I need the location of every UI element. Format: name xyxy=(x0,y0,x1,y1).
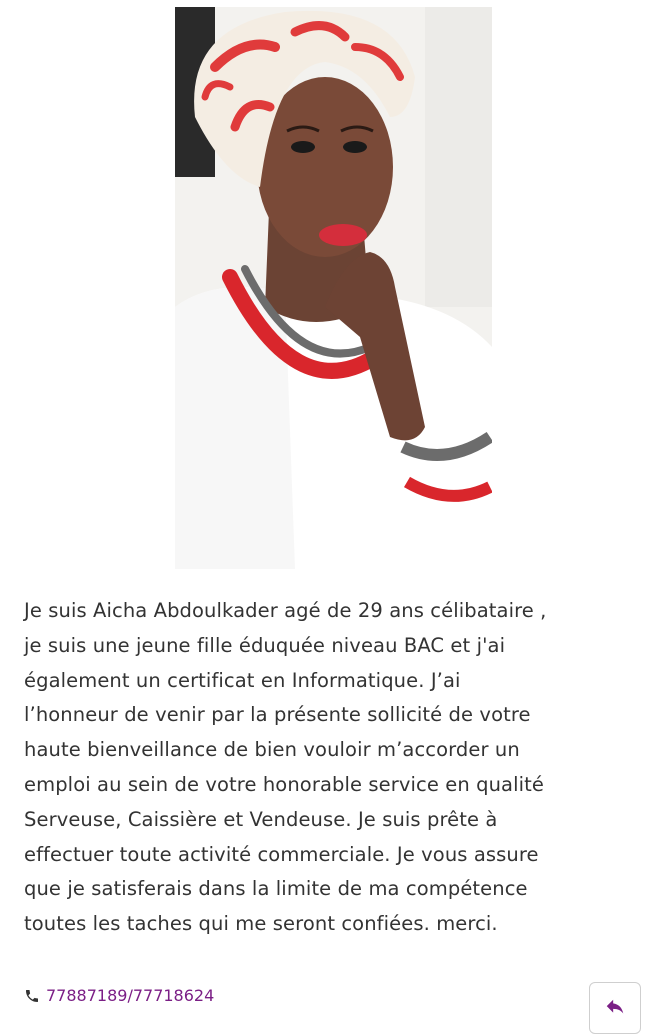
phone-icon xyxy=(24,988,40,1004)
reply-icon xyxy=(604,997,626,1019)
phone-number[interactable]: 77887189/77718624 xyxy=(46,986,215,1005)
reply-button[interactable] xyxy=(589,982,641,1034)
portrait-illustration xyxy=(175,7,492,569)
post-description: Je suis Aicha Abdoulkader agé de 29 ans célibataire , je suis une jeune fille éduquée niveau BAC et j'ai également un certificat en Informatique. J’ai l’honneur de venir par la présente sollicité de votre haute bienveillance de bien vouloir m’accorder un emploi au sein de votre honorable service en qualité Serveuse, Caissière et Vendeuse. Je suis prête à effectuer toute activité commerciale. Je vous assure que je satisferais dans la limite de ma compétence toutes les taches qui me seront confiées. merci. xyxy=(24,599,547,936)
profile-photo xyxy=(175,7,492,569)
phone-link[interactable] xyxy=(24,986,214,1005)
